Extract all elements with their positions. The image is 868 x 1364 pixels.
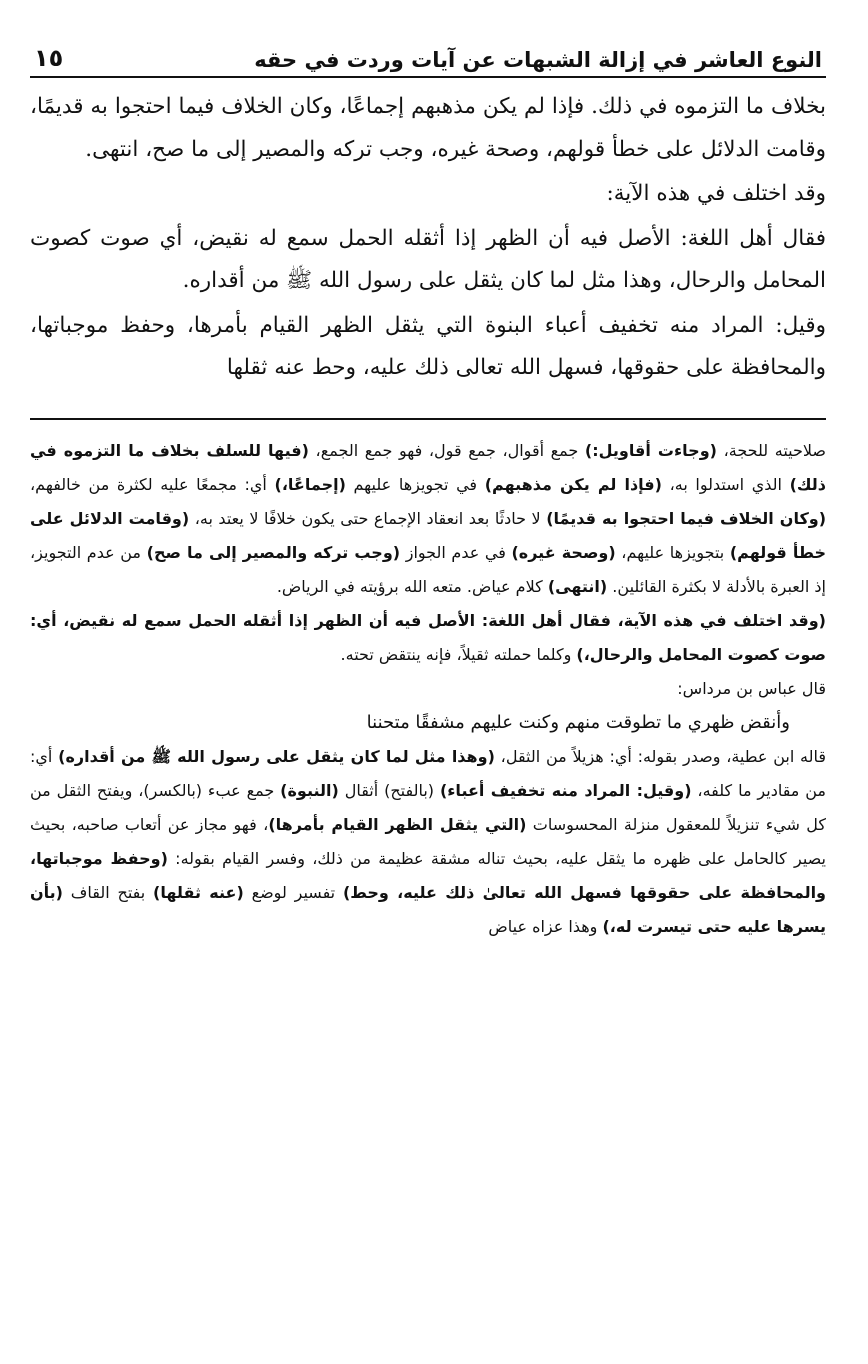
page-header [30, 28, 826, 78]
quoted-text: (إجماعًا،) [274, 474, 346, 494]
commentary-text: بتجويزها عليهم، [615, 542, 730, 562]
commentary-text: الذي استدلوا به، [661, 474, 790, 494]
quoted-text: (وهذا مثل لما كان يثقل على رسول الله ﷺ من أقداره) [58, 746, 495, 766]
quoted-text: (عنه ثقلها) [153, 882, 244, 902]
quoted-text: (النبوة) [280, 780, 339, 800]
main-paragraph: وقد اختلف في هذه الآية: [606, 181, 826, 206]
commentary-text: من عدم التجويز، إذ العبرة بالأدلة لا بكثرة القائلين. [30, 542, 826, 596]
commentary-text: جمع أقوال، جمع قول، فهو جمع الجمع، [308, 440, 585, 460]
quoted-text: (وجاءت أقاويل:) [584, 440, 717, 460]
footnote-divider [30, 418, 826, 420]
commentary-paragraph [30, 434, 826, 604]
quoted-text: (وكان الخلاف فيما احتجوا به قديمًا) [546, 508, 827, 528]
quoted-text: (فيها للسلف بخلاف ما التزموه في ذلك) [30, 440, 827, 494]
quoted-text: (بأن يسرها عليه حتى تيسرت له،) [30, 882, 826, 936]
main-paragraph: وقيل: المراد منه تخفيف أعباء البنوة التي يثقل الظهر القيام بأمرها، وحفظ موجباتها، والمحافظة على حقوقها، فسهل الله تعالى ذلك عليه، وحط عنه ثقلها [30, 312, 826, 380]
quoted-text: (وقامت الدلائل على خطأ قولهم) [30, 508, 826, 562]
commentary-text: لا حادثًا بعد انعقاد الإجماع حتى يكون خلافًا لا يعتد به، [189, 508, 547, 528]
commentary-text: بفتح القاف [62, 882, 154, 902]
commentary-text: ، فهو مجاز عن أتعاب صاحبه، بحيث يصير كالحامل على ظهره ما يثقل عليه، بحيث تناله مشقة عظيمة من ذلك، وفسر القيام بقوله: [30, 814, 827, 868]
quoted-text: (انتهى) [547, 576, 608, 596]
poem-verse: وأنقض ظهري ما تطوقت منهم وكنت عليهم مشفقًا متحننا [366, 711, 790, 733]
commentary-text: (بالفتح) أثقال [338, 780, 440, 800]
main-paragraph: بخلاف ما التزموه في ذلك. فإذا لم يكن مذهبهم إجماعًا، وكان الخلاف فيما احتجوا به قديمًا، وقامت الدلائل على خطأ قولهم، وصحة غيره، وجب تركه والمصير إلى ما صح، انتهى. [30, 94, 826, 162]
quoted-text: (وجب تركه والمصير إلى ما صح) [146, 542, 401, 562]
commentary-text: تفسير لوضع [243, 882, 343, 902]
commentary-text: في عدم الجواز [400, 542, 512, 562]
quoted-text: (وحفظ موجباتها، والمحافظة على حقوقها فسهل الله تعالىٰ ذلك عليه، وحط) [30, 848, 826, 902]
commentary-text: أي: مجمعًا عليه لكثرة من خالفهم، [30, 474, 275, 494]
commentary-paragraph [30, 740, 826, 944]
quoted-text: (وصحة غيره) [511, 542, 616, 562]
quoted-text: (وقيل: المراد منه تخفيف أعباء) [439, 780, 692, 800]
book-page [30, 28, 826, 944]
quoted-text: (وقد اختلف في هذه الآية، فقال أهل اللغة: الأصل فيه أن الظهر إذا أثقله الحمل سمع له نقيض، أي: صوت كصوت المحامل والرحال،) [30, 610, 826, 664]
quoted-text: (فإذا لم يكن مذهبهم) [484, 474, 662, 494]
commentary-text: جمع عبء (بالكسر)، ويفتح الثقل من كل شيء تنزيلاً للمعقول منزلة المحسوسات [30, 780, 827, 834]
commentary-text: وكلما حملته ثقيلاً، فإنه ينتقض تحته. [340, 644, 577, 664]
poem-attribution: قال عباس بن مرداس: [677, 678, 826, 698]
commentary [30, 434, 826, 944]
commentary-text: أي: من مقادير ما كلفه، [30, 746, 826, 800]
commentary-text: قاله ابن عطية، وصدر بقوله: أي: هزيلاً من الثقل، [494, 746, 827, 766]
main-text [30, 86, 826, 390]
running-title: النوع العاشر في إزالة الشبهات عن آيات وردت في حقه [254, 48, 822, 72]
main-paragraph: فقال أهل اللغة: الأصل فيه أن الظهر إذا أثقله الحمل سمع له نقيض، أي صوت كصوت المحامل والرحال، وهذا مثل لما كان يثقل على رسول الله ﷺ من أقداره. [30, 225, 826, 293]
commentary-text: وهذا عزاه عياض [488, 916, 603, 936]
page-number: ١٥ [34, 44, 64, 72]
quoted-text: (التي يثقل الظهر القيام بأمرها) [268, 814, 527, 834]
commentary-text: صلاحيته للحجة، [716, 440, 827, 460]
commentary-text: في تجويزها عليهم [345, 474, 485, 494]
commentary-text: كلام عياض. متعه الله برؤيته في الرياض. [276, 576, 548, 596]
commentary-paragraph [30, 604, 826, 672]
